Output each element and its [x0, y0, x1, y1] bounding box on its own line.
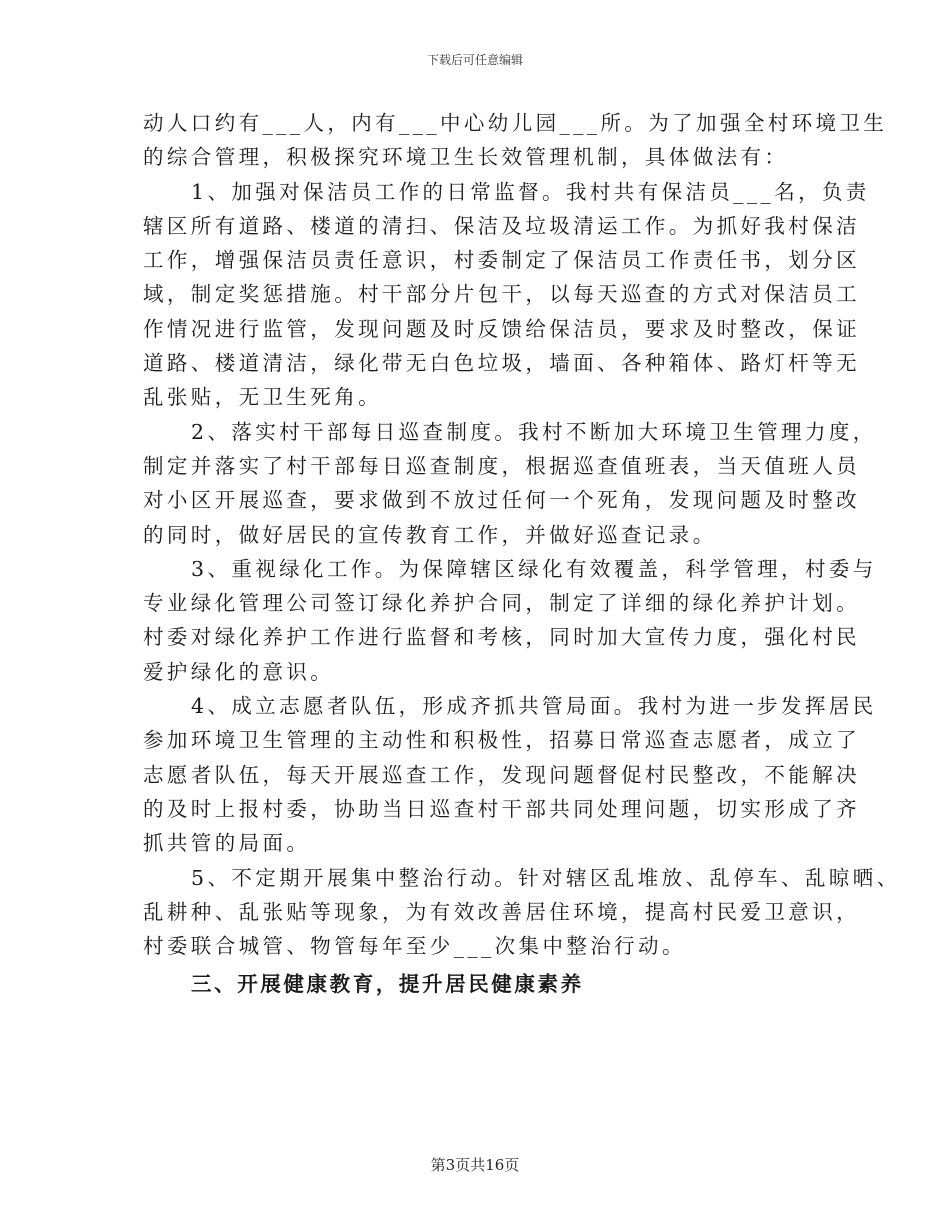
text-line: 乱张贴，无卫生死角。: [143, 385, 382, 410]
text-line: 3、重视绿化工作。为保障辖区绿化有效覆盖，科学管理，村委与: [191, 556, 877, 581]
text-line: 作情况进行监管，发现问题及时反馈给保洁员，要求及时整改，保证: [143, 316, 860, 341]
text-line: 抓共管的局面。: [143, 831, 311, 856]
text-line: 动人口约有___人，内有___中心幼儿园___所。为了加强全村环境卫生: [143, 111, 888, 135]
text-line: 的综合管理，积极探究环境卫生长效管理机制，具体做法有：: [143, 145, 789, 170]
text-line: 辖区所有道路、楼道的清扫、保洁及垃圾清运工作。为抓好我村保洁: [143, 213, 860, 238]
text-line: 专业绿化管理公司签订绿化养护合同，制定了详细的绿化养护计划。: [143, 591, 860, 616]
section-heading: 三、开展健康教育，提升居民健康素养: [191, 972, 584, 997]
body-text: [143, 106, 901, 963]
text-line: 的及时上报村委，协助当日巡查村干部共同处理问题，切实形成了齐: [143, 796, 860, 821]
text-line: 5、不定期开展集中整治行动。针对辖区乱堆放、乱停车、乱晾晒、: [191, 865, 901, 890]
document-body: [143, 106, 901, 1002]
page-header: 下载后可任意编辑: [426, 53, 523, 67]
text-line: 域，制定奖惩措施。村干部分片包干，以每天巡查的方式对保洁员工: [143, 282, 860, 307]
text-line: 乱耕种、乱张贴等现象，为有效改善居住环境，提高村民爱卫意识，: [143, 899, 860, 924]
text-line: 参加环境卫生管理的主动性和积极性，招募日常巡查志愿者，成立了: [143, 728, 860, 753]
text-line: 4、成立志愿者队伍，形成齐抓共管局面。我村为进一步发挥居民: [191, 694, 877, 719]
text-line: 爱护绿化的意识。: [143, 659, 335, 684]
text-line: 对小区开展巡查，要求做到不放过任何一个死角，发现问题及时整改: [143, 488, 860, 513]
text-line: 村委对绿化养护工作进行监督和考核，同时加大宣传力度，强化村民: [143, 625, 860, 650]
text-line: 制定并落实了村干部每日巡查制度，根据巡查值班表，当天值班人员: [143, 453, 860, 478]
page-footer: 第3页共16页: [430, 1156, 520, 1174]
text-line: 志愿者队伍，每天开展巡查工作，发现问题督促村民整改，不能解决: [143, 762, 860, 787]
text-line: 道路、楼道清洁，绿化带无白色垃圾，墙面、各种箱体、路灯杆等无: [143, 351, 860, 376]
text-line: 2、落实村干部每日巡查制度。我村不断加大环境卫生管理力度，: [191, 419, 877, 444]
text-line: 的同时，做好居民的宣传教育工作，并做好巡查记录。: [143, 522, 717, 547]
text-line: 1、加强对保洁员工作的日常监督。我村共有保洁员___名，负责: [191, 179, 870, 204]
text-line: 工作，增强保洁员责任意识，村委制定了保洁员工作责任书，划分区: [143, 248, 860, 273]
text-line: 村委联合城管、物管每年至少___次集中整治行动。: [143, 934, 686, 959]
